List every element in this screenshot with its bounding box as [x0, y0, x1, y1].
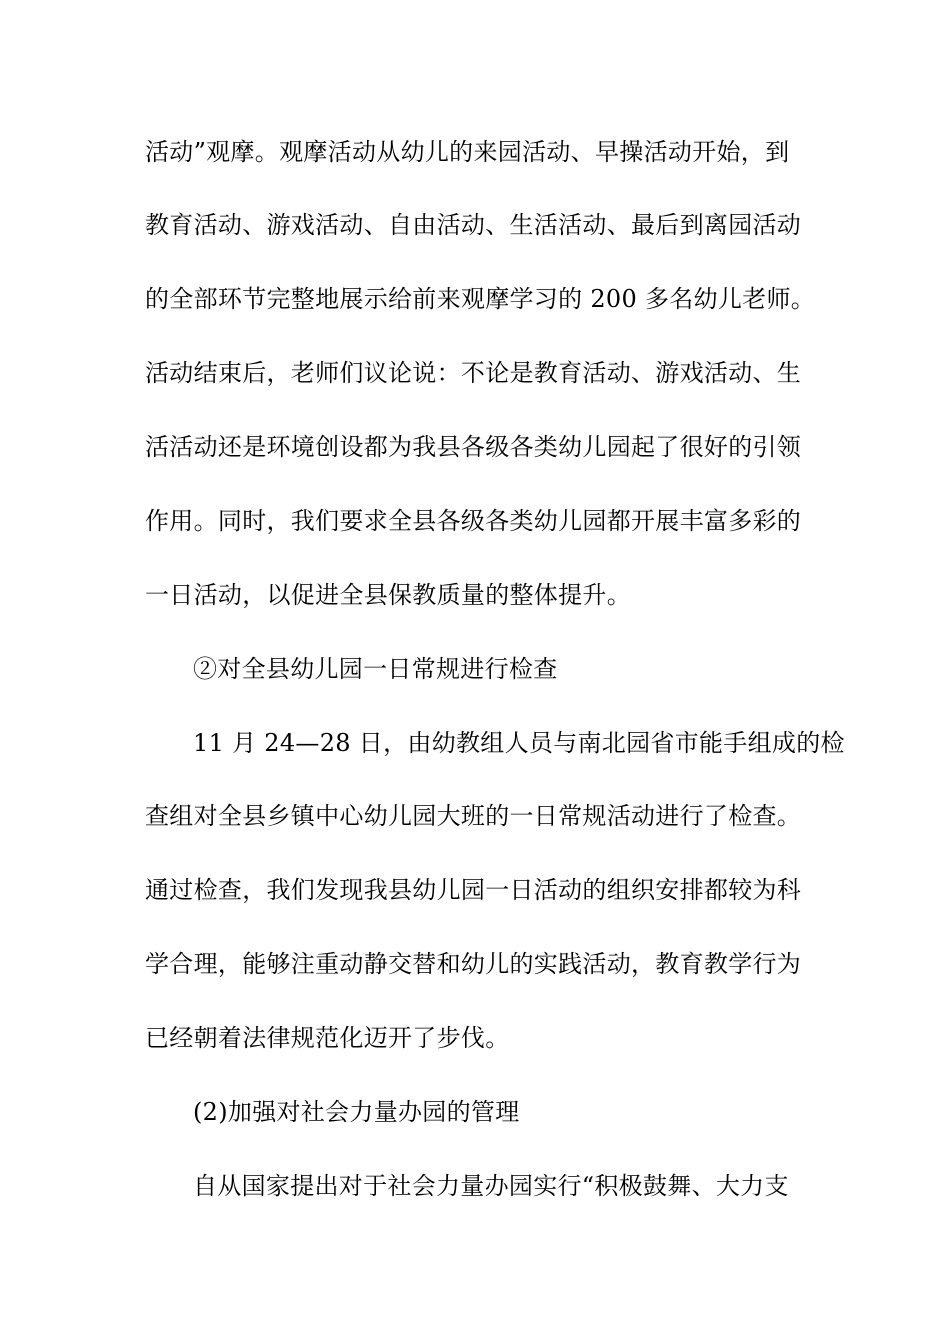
paragraph-line-15: 自从国家提出对于社会力量办园实行“积极鼓舞、大力支 — [193, 1172, 789, 1200]
paragraph-line-9: 11 月 24—28 日，由幼教组人员与南北园省市能手组成的检 — [193, 729, 845, 757]
paragraph-line-7: 一日活动，以促进全县保教质量的整体提升。 — [145, 581, 631, 609]
section-heading-inspection: ②对全县幼儿园一日常规进行检查 — [193, 655, 558, 683]
paragraph-line-10: 查组对全县乡镇中心幼儿园大班的一日常规活动进行了检查。 — [145, 802, 802, 830]
paragraph-line-4: 活动结束后，老师们议论说：不论是教育活动、游戏活动、生 — [145, 359, 802, 387]
paragraph-line-6: 作用。同时，我们要求全县各级各类幼儿园都开展丰富多彩的 — [145, 507, 802, 535]
paragraph-line-5: 活活动还是环境创设都为我县各级各类幼儿园起了很好的引领 — [145, 433, 802, 461]
section-heading-social-forces: (2)加强对社会力量办园的管理 — [193, 1098, 520, 1126]
paragraph-line-13: 已经朝着法律规范化迈开了步伐。 — [145, 1024, 510, 1052]
paragraph-line-3: 的全部环节完整地展示给前来观摩学习的 200 多名幼儿老师。 — [145, 285, 816, 313]
paragraph-line-12: 学合理，能够注重动静交替和幼儿的实践活动，教育教学行为 — [145, 950, 802, 978]
paragraph-line-2: 教育活动、游戏活动、自由活动、生活活动、最后到离园活动 — [145, 211, 802, 239]
paragraph-line-1: 活动”观摩。观摩活动从幼儿的来园活动、早操活动开始，到 — [145, 138, 790, 166]
paragraph-line-11: 通过检查，我们发现我县幼儿园一日活动的组织安排都较为科 — [145, 876, 802, 904]
